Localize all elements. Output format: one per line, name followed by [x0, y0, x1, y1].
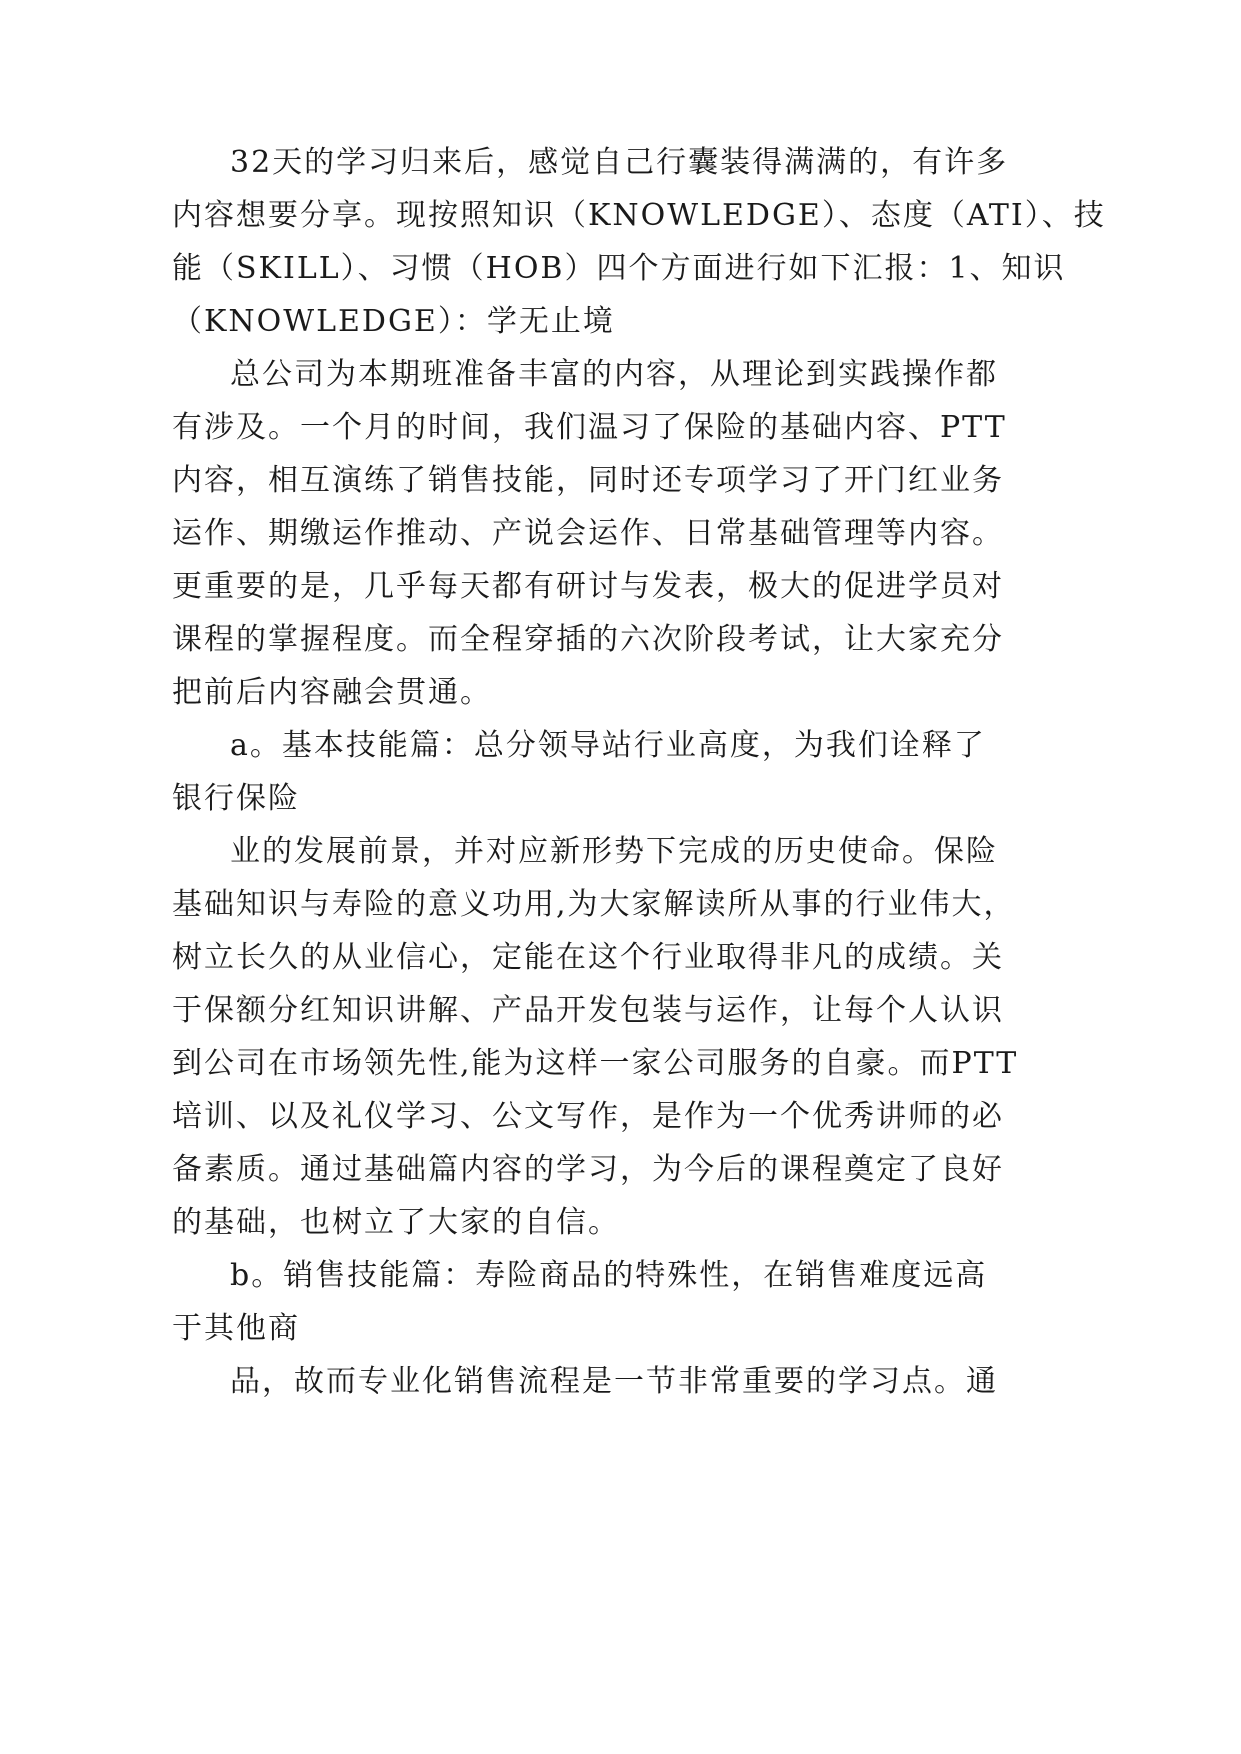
text-line: 于其他商 — [172, 1311, 300, 1346]
text-line: 内容，相互演练了销售技能，同时还专项学习了开门红业务 — [172, 463, 1004, 498]
text-line: 品，故而专业化销售流程是一节非常重要的学习点。通 — [230, 1364, 998, 1399]
text-line: 于保额分红知识讲解、产品开发包装与运作，让每个人认识 — [172, 993, 1004, 1028]
text-line: 运作、期缴运作推动、产说会运作、日常基础管理等内容。 — [172, 516, 1004, 551]
text-line: 能（SKILL）、习惯（HOB）四个方面进行如下汇报：1、知识 — [172, 251, 1066, 286]
text-line: b。销售技能篇：寿险商品的特殊性，在销售难度远高 — [230, 1258, 988, 1293]
text-line: 有涉及。一个月的时间，我们温习了保险的基础内容、PTT — [172, 410, 1007, 445]
text-line: 业的发展前景，并对应新形势下完成的历史使命。保险 — [230, 834, 998, 869]
text-line: 备素质。通过基础篇内容的学习，为今后的课程奠定了良好 — [172, 1152, 1004, 1187]
text-line: （KNOWLEDGE）：学无止境 — [172, 304, 615, 339]
text-line: 的基础，也树立了大家的自信。 — [172, 1205, 620, 1240]
text-line: 课程的掌握程度。而全程穿插的六次阶段考试，让大家充分 — [172, 622, 1004, 657]
text-line: 内容想要分享。现按照知识（KNOWLEDGE）、态度（ATI）、技 — [172, 198, 1106, 233]
text-line: 总公司为本期班准备丰富的内容，从理论到实践操作都 — [230, 357, 998, 392]
text-line: 基础知识与寿险的意义功用,为大家解读所从事的行业伟大， — [172, 887, 1016, 922]
text-line: a。基本技能篇：总分领导站行业高度，为我们诠释了 — [230, 728, 986, 763]
text-line: 培训、以及礼仪学习、公文写作，是作为一个优秀讲师的必 — [172, 1099, 1004, 1134]
text-line: 到公司在市场领先性,能为这样一家公司服务的自豪。而PTT — [172, 1046, 1019, 1081]
text-line: 更重要的是，几乎每天都有研讨与发表，极大的促进学员对 — [172, 569, 1004, 604]
text-line: 银行保险 — [172, 781, 300, 816]
text-line: 树立长久的从业信心，定能在这个行业取得非凡的成绩。关 — [172, 940, 1004, 975]
text-line: 32天的学习归来后，感觉自己行囊装得满满的，有许多 — [230, 145, 1009, 180]
text-line: 把前后内容融会贯通。 — [172, 675, 492, 710]
